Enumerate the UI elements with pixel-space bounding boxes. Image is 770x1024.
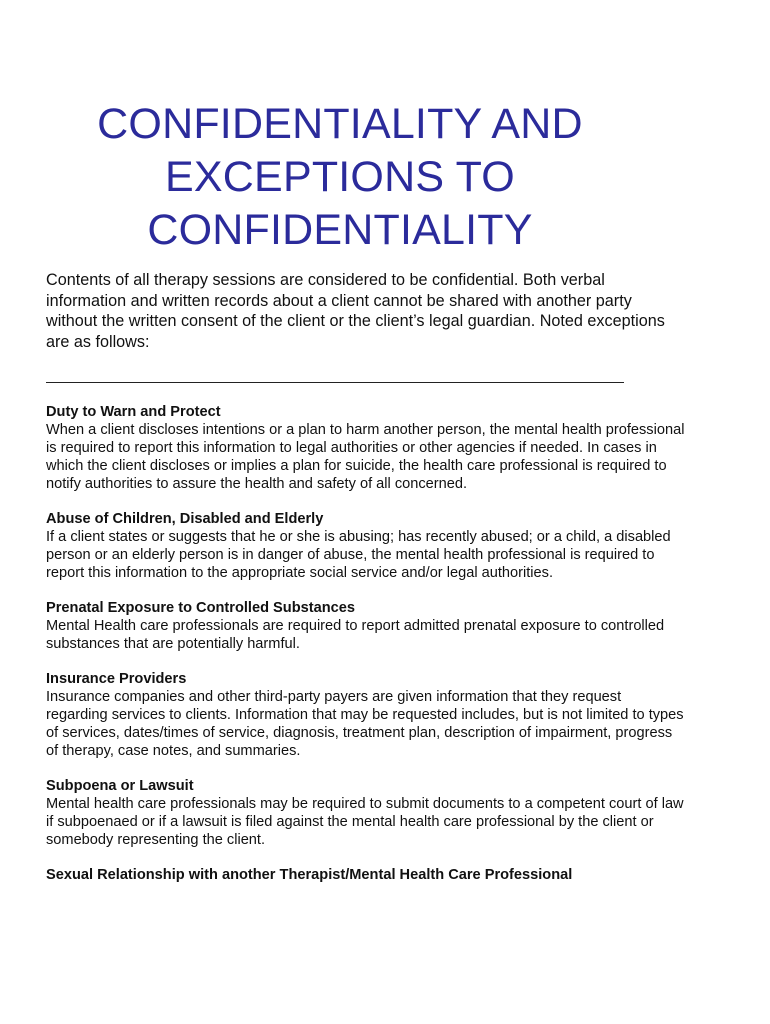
horizontal-rule — [46, 382, 624, 383]
section-heading: Duty to Warn and Protect — [46, 404, 221, 420]
title-line-1: CONFIDENTIALITY AND — [97, 100, 583, 148]
section-duty-to-warn — [46, 403, 686, 493]
section-body: Mental Health care professionals are required to report admitted prenatal exposure to controlled substances that are potentially harmful. — [46, 618, 665, 652]
section-heading: Abuse of Children, Disabled and Elderly — [46, 511, 324, 527]
section-body: If a client states or suggests that he or she is abusing; has recently abused; or a child, a disabled person or an elderly person is in danger of abuse, the mental health professional is required to report this information to the appropriate social service and/or legal authorities. — [46, 529, 671, 581]
section-body: Insurance companies and other third-party payers are given information that they request regarding services to clients. Information that may be requested includes, but is not limited to types of services, dates/times of service, diagnosis, treatment plan, description of impairment, progress of therapy, case notes, and summaries. — [46, 689, 684, 759]
intro-paragraph: Contents of all therapy sessions are considered to be confidential. Both verbal information and written records about a client cannot be shared with another party without the written consent of the client or the client’s legal guardian. Noted exceptions are as follows: — [46, 271, 665, 351]
section-body: When a client discloses intentions or a plan to harm another person, the mental health professional is required to report this information to legal authorities or other agencies if needed. In cases in which the client discloses or implies a plan for suicide, the health care professional is required to notify authorities to assure the health and safety of all concerned. — [46, 422, 685, 492]
section-body: Mental health care professionals may be required to submit documents to a competent court of law if subpoenaed or if a lawsuit is filed against the mental health care professional by the client or somebody representing the client. — [46, 796, 684, 848]
section-heading: Sexual Relationship with another Therapist/Mental Health Care Professional — [46, 867, 573, 883]
title-line-2: EXCEPTIONS TO — [165, 153, 515, 201]
section-heading: Subpoena or Lawsuit — [46, 778, 194, 794]
title-line-3: CONFIDENTIALITY — [147, 206, 533, 254]
section-prenatal-exposure — [46, 599, 686, 653]
document-title — [60, 98, 620, 257]
section-subpoena — [46, 777, 686, 849]
section-heading: Insurance Providers — [46, 671, 187, 687]
section-abuse — [46, 510, 686, 582]
section-heading: Prenatal Exposure to Controlled Substances — [46, 600, 355, 616]
section-sexual-relationship — [46, 866, 686, 884]
exceptions-list — [46, 403, 686, 901]
section-insurance-providers — [46, 670, 686, 760]
